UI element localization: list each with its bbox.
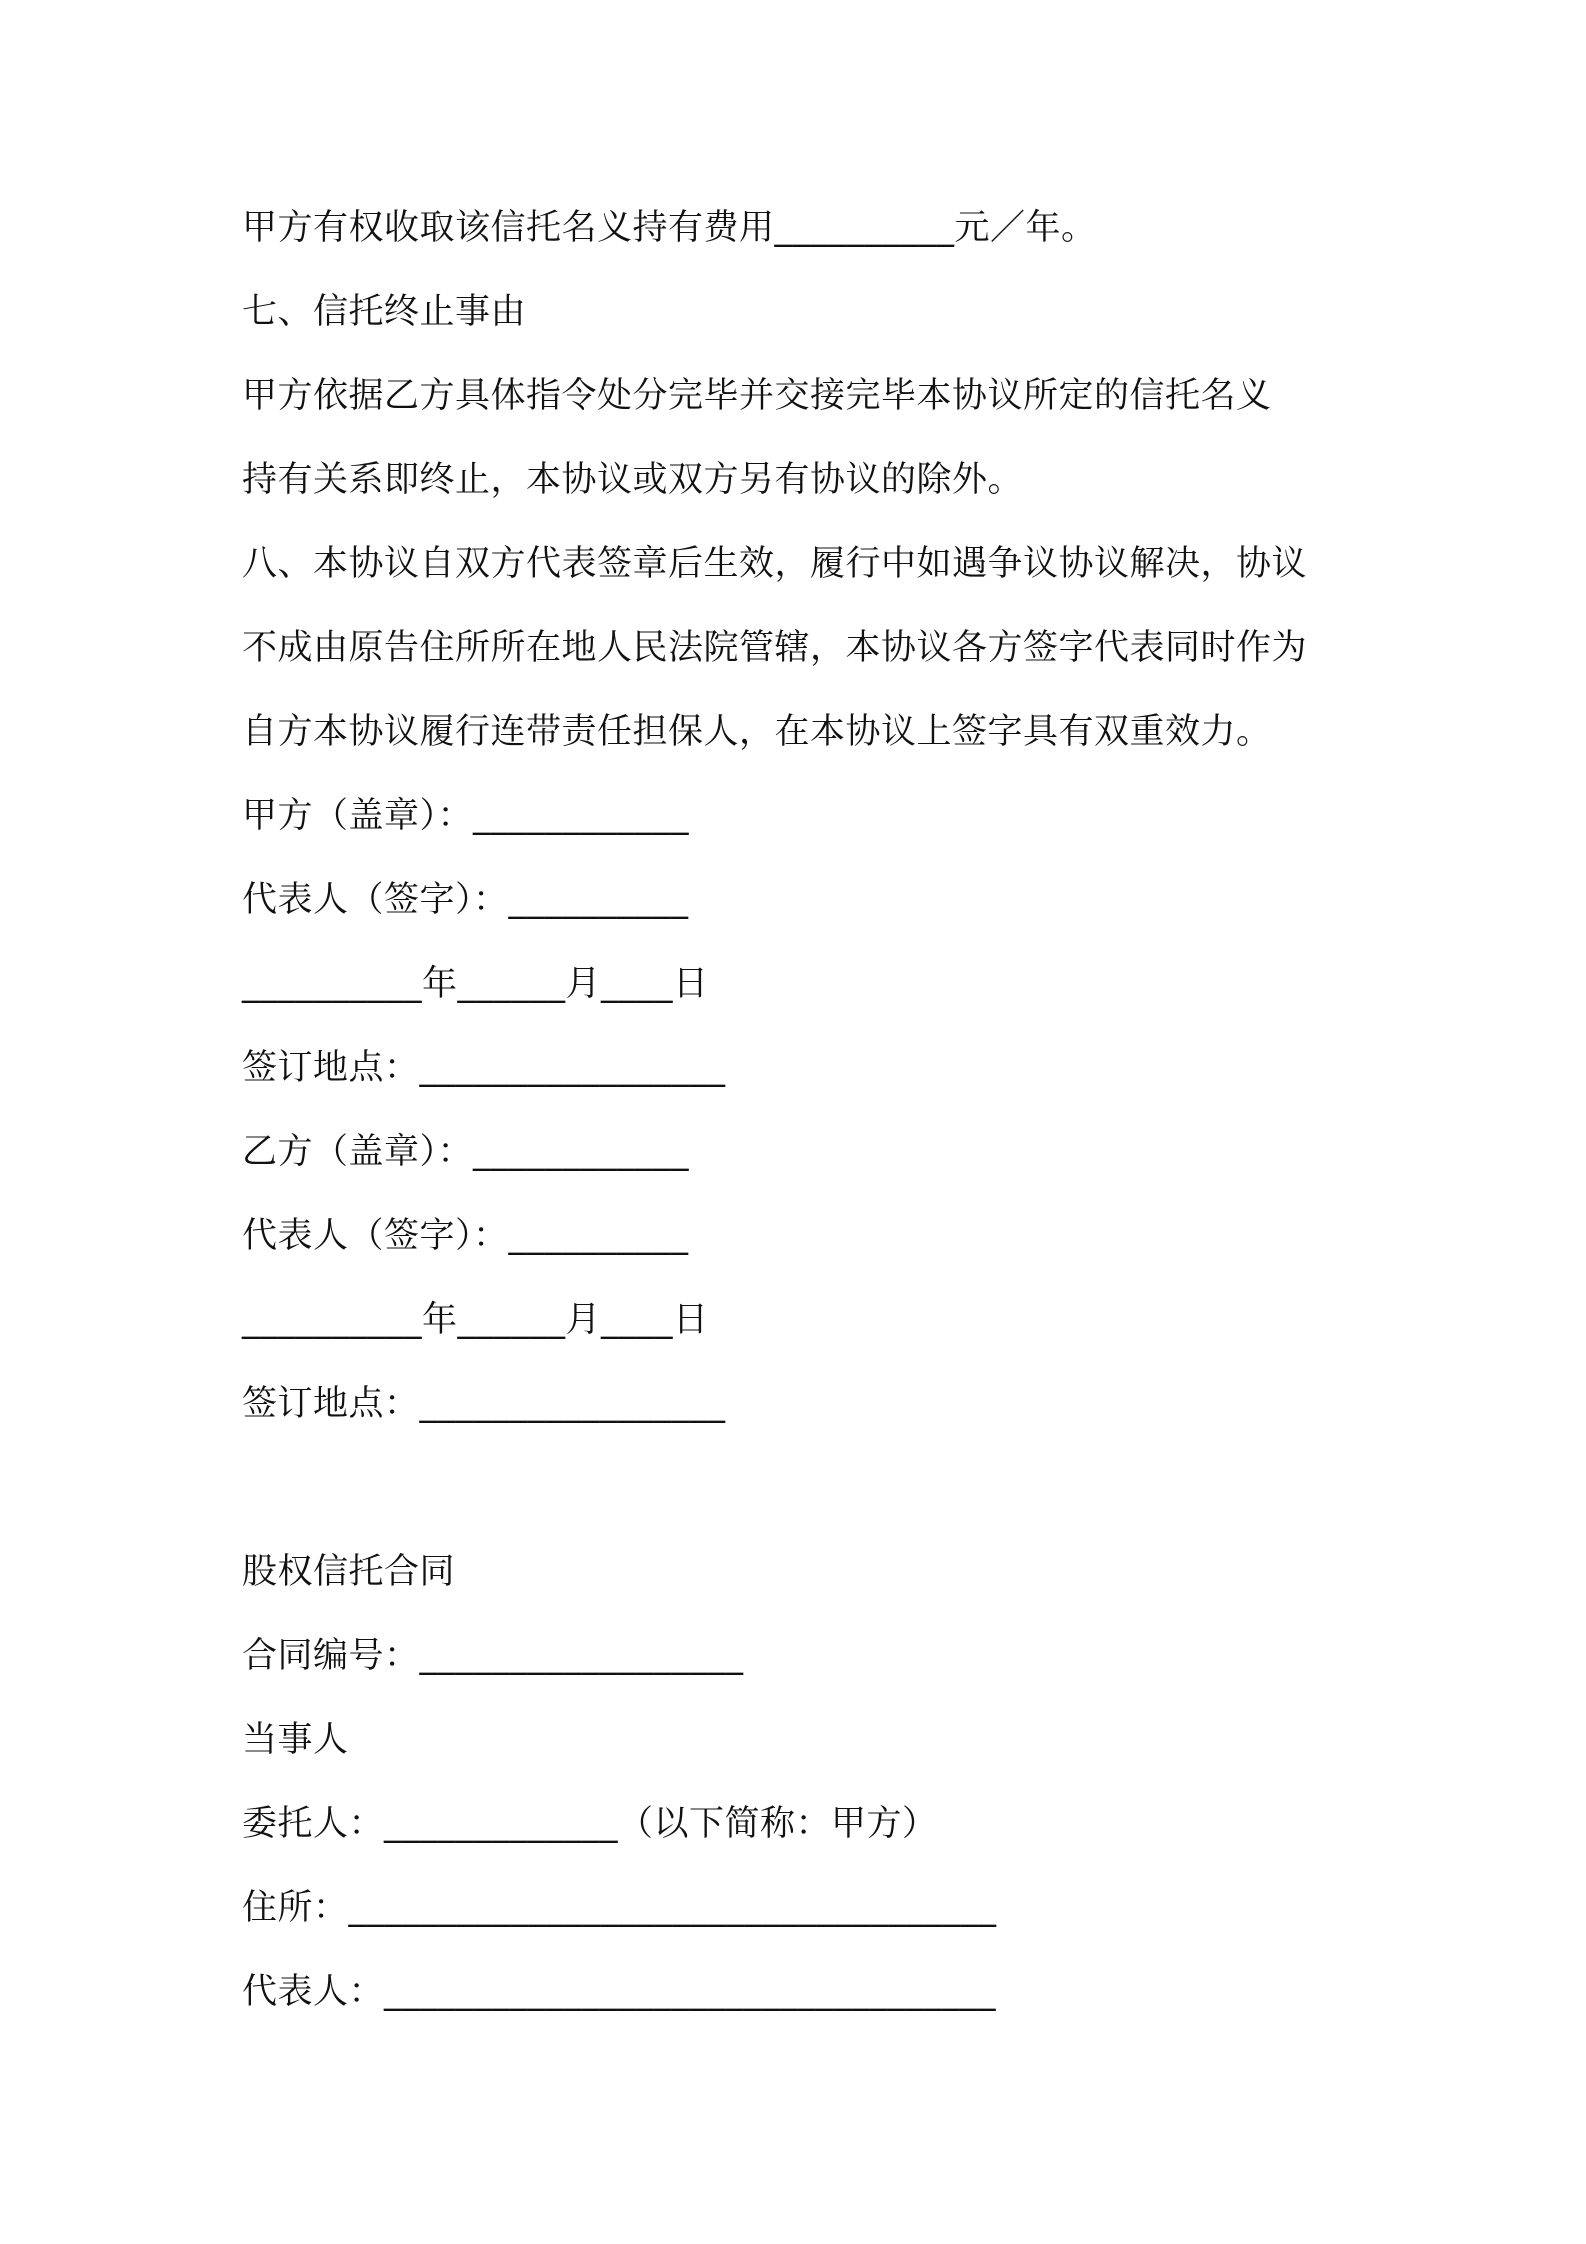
contract-title: 股权信托合同 bbox=[242, 1552, 456, 1592]
contract-number-field: 合同编号：__________________ bbox=[242, 1636, 744, 1676]
party-b-representative-field: 代表人（签字）：__________ bbox=[242, 1216, 689, 1256]
principal-field: 委托人：_____________（以下简称：甲方） bbox=[242, 1804, 938, 1844]
section-8-line-3: 自方本协议履行连带责任担保人，在本协议上签字具有双重效力。 bbox=[242, 712, 1272, 752]
representative-field: 代表人：__________________________________ bbox=[242, 1972, 997, 2012]
address-field: 住所：____________________________________ bbox=[242, 1888, 997, 1928]
section-8-line-2: 不成由原告住所所在地人民法院管辖，本协议各方签字代表同时作为 bbox=[242, 628, 1308, 668]
party-a-representative-field: 代表人（签字）：__________ bbox=[242, 880, 689, 920]
section-7-text-line-2: 持有关系即终止，本协议或双方另有协议的除外。 bbox=[242, 460, 1024, 500]
fee-clause: 甲方有权收取该信托名义持有费用__________元／年。 bbox=[242, 208, 1097, 248]
party-b-place-field: 签订地点：_________________ bbox=[242, 1384, 726, 1424]
parties-heading: 当事人 bbox=[242, 1720, 349, 1760]
section-8-line-1: 八、本协议自双方代表签章后生效，履行中如遇争议协议解决，协议 bbox=[242, 544, 1308, 584]
section-7-heading: 七、信托终止事由 bbox=[242, 292, 527, 332]
party-a-place-field: 签订地点：_________________ bbox=[242, 1048, 726, 1088]
party-a-seal-field: 甲方（盖章）：____________ bbox=[242, 796, 690, 836]
party-b-seal-field: 乙方（盖章）：____________ bbox=[242, 1132, 690, 1172]
party-b-date-field: __________年______月____日 bbox=[242, 1300, 709, 1340]
section-7-text-line-1: 甲方依据乙方具体指令处分完毕并交接完毕本协议所定的信托名义 bbox=[242, 376, 1272, 416]
party-a-date-field: __________年______月____日 bbox=[242, 964, 709, 1004]
